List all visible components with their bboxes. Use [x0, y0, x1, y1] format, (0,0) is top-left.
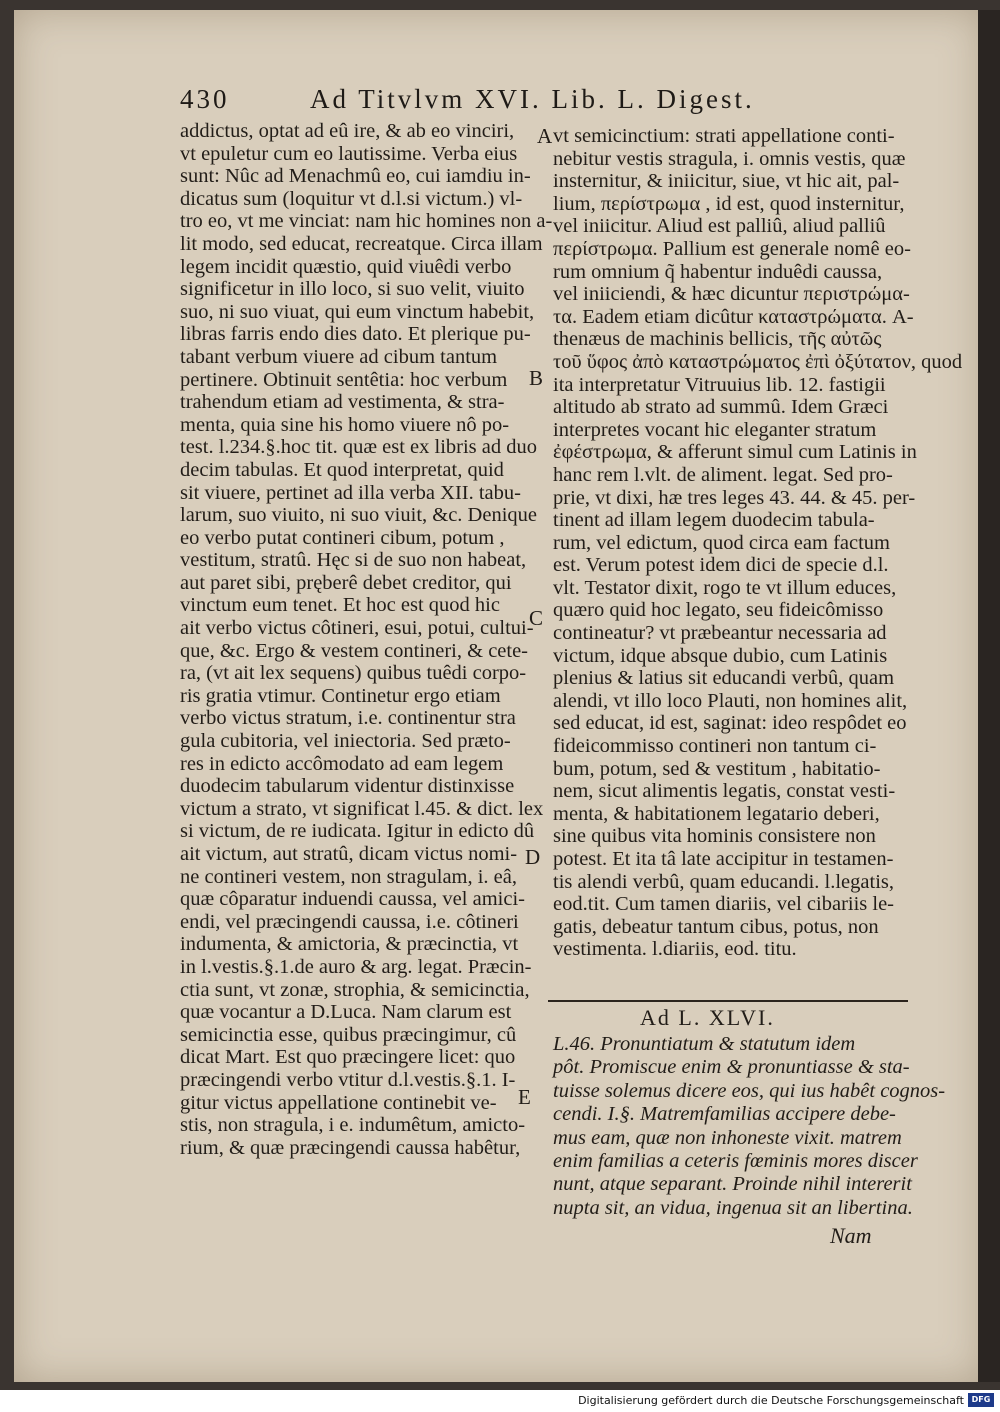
text-line: dicatus sum (loquitur vt d.l.si victum.) vl- — [180, 187, 523, 210]
text-line: hanc rem l.vlt. de aliment. legat. Sed pro- — [553, 463, 893, 486]
text-line: significetur in illo loco, si suo velit, viuito — [180, 278, 525, 301]
text-line: gitur victus appellatione continebit ve- — [180, 1091, 497, 1114]
text-line: insternitur, & iniicitur, siue, vt hic ait, pal- — [553, 170, 900, 193]
page-edge-shadow — [978, 10, 1000, 1382]
text-line: alendi, vt illo loco Plauti, non homines alit, — [553, 689, 908, 712]
text-line: interpretes vocant hic eleganter stratum — [553, 418, 877, 441]
text-line: τα. Eadem etiam dicûtur καταστρώματα. A- — [553, 305, 914, 328]
text-line: vel iniicitur. Aliud est palliû, aliud palliû — [553, 215, 886, 238]
text-line: est. Verum potest idem dici de specie d.l. — [553, 554, 889, 577]
text-line: altitudo ab strato ad summû. Idem Græci — [553, 396, 889, 419]
text-line: ris gratia vtimur. Continetur ergo etiam — [180, 684, 501, 707]
text-line: test. l.234.§.hoc tit. quæ est ex libris ad duo — [180, 436, 538, 459]
section-text — [553, 1033, 946, 1220]
text-line: vt semicinctium: strati appellatione conti- — [553, 125, 895, 147]
text-line: tinent ad illam legem duodecim tabula- — [553, 509, 875, 532]
text-line: legem incidit quæstio, quid viuêdi verbo — [180, 255, 512, 278]
text-line: cendi. I.§. Matremfamilias accipere debe- — [553, 1103, 896, 1126]
text-line: libras farris endo dies dato. Et plerique pu- — [180, 323, 531, 346]
margin-letter-b: B — [529, 366, 544, 390]
text-line: L.46. Pronuntiatum & statutum idem — [553, 1033, 856, 1055]
text-line: enim familias a ceteris fœminis mores discer — [553, 1149, 918, 1172]
text-line: vt epuletur cum eo lautissime. Verba eius — [180, 142, 518, 165]
text-line: pertinere. Obtinuit sentêtia: hoc verbum — [180, 368, 508, 391]
dfg-logo: DFG — [968, 1393, 994, 1407]
page-header — [180, 84, 940, 120]
text-line: sit viuere, pertinet ad illa verba XII. tabu- — [180, 481, 521, 504]
text-line: gatis, debeatur tantum cibus, potus, non — [553, 915, 879, 938]
text-line: vinctum eum tenet. Et hoc est quod hic — [180, 594, 500, 617]
text-line: περίστρωμα. Pallium est generale nomê eo- — [553, 237, 911, 260]
text-line: indumenta, & amictoria, & præcinctia, vt — [180, 933, 519, 956]
running-title: Ad Titvlvm XVI. Lib. L. Digest. — [310, 84, 755, 114]
text-line: thenæus de machinis bellicis, τῆς αὐτῶς — [553, 328, 882, 351]
text-line: que, &c. Ergo & vestem contineri, & cete- — [180, 639, 529, 662]
text-line: vel iniiciendi, & hæc dicuntur περιστρώμα- — [553, 283, 910, 306]
text-line: quæ vocantur a D.Luca. Nam clarum est — [180, 1001, 512, 1024]
text-line: duodecim tabularum videntur distinxisse — [180, 775, 515, 798]
page-number: 430 — [180, 84, 230, 114]
text-line: contineatur? vt præbeantur necessaria ad — [553, 622, 887, 645]
text-line: fideicommisso contineri non tantum ci- — [553, 735, 877, 758]
text-line: larum, suo viuito, ni suo viuit, &c. Denique — [180, 504, 538, 527]
text-line: pôt. Promiscue enim & pronuntiasse & sta- — [553, 1056, 910, 1079]
text-line: victum, idque absque dubio, cum Latinis — [553, 644, 888, 667]
footer-bar — [0, 1390, 1000, 1412]
text-line: vestimenta. l.diariis, eod. titu. — [553, 938, 797, 961]
text-line: potest. Et ita tâ late accipitur in testamen- — [553, 848, 894, 870]
text-line: addictus, optat ad eû ire, & ab eo vinciri, — [180, 120, 515, 142]
text-line: lium, περίστρωμα , id est, quod insternitur, — [553, 192, 905, 215]
text-line: eo verbo putat contineri cibum, potum , — [180, 526, 505, 549]
text-line: nunt, atque separant. Proinde nihil intererit — [553, 1173, 912, 1196]
text-line: bum, potum, sed & vestitum , habitatio- — [553, 757, 881, 780]
text-line: menta, quia sine his homo viuere nô po- — [180, 413, 510, 436]
text-line: tis alendi verbû, quam educandi. l.legatis, — [553, 870, 895, 893]
text-line: ἐφέστρωμα, & afferunt simul cum Latinis in — [553, 441, 917, 464]
text-line: aut paret sibi, pręberê debet creditor, qui — [180, 571, 512, 594]
catchword: Nam — [830, 1223, 872, 1248]
text-line: quæ côparatur induendi caussa, vel amici- — [180, 888, 525, 911]
text-line: endi, vel præcingendi caussa, i.e. côtineri — [180, 910, 519, 933]
margin-letter-e: E — [518, 1085, 531, 1109]
text-line: eod.tit. Cum tamen diariis, vel cibariis le- — [553, 893, 895, 916]
text-line: trahendum etiam ad vestimenta, & stra- — [180, 391, 505, 414]
section-divider — [548, 1000, 908, 1002]
text-line: ita interpretatur Vitruuius lib. 12. fastigii — [553, 373, 886, 396]
text-line: sunt: Nûc ad Menachmû eo, cui iamdiu in- — [180, 165, 531, 188]
text-line: τοῦ ὕφος ἀπὸ καταστρώματος ἐπὶ ὀξύτατον, quod — [553, 350, 963, 373]
text-line: mus eam, quæ non inhoneste vixit. matrem — [553, 1126, 902, 1149]
text-line: plenius & latius sit educandi verbû, quam — [553, 667, 895, 690]
text-line: ait verbo victus côtineri, esui, potui, cultui- — [180, 617, 534, 640]
text-line: ne contineri vestem, non stragulam, i. eâ, — [180, 865, 518, 888]
text-line: tuisse solemus dicere eos, qui ius habêt cognos- — [553, 1079, 946, 1102]
text-line: prie, vt dixi, hæ tres leges 43. 44. & 45. per- — [553, 486, 916, 509]
text-line: ra, (vt ait lex sequens) quibus tuêdi corpo- — [180, 662, 527, 685]
margin-letter-c: C — [529, 606, 544, 630]
text-line: decim tabulas. Et quod interpretat, quid — [180, 458, 504, 481]
text-line: tro eo, vt me vinciat: nam hic homines non a- — [180, 210, 553, 233]
text-line: ait victum, aut stratû, dicam victus nomi- — [180, 843, 518, 865]
margin-letter-d: D — [525, 845, 541, 869]
text-line: nupta sit, an vidua, ingenua sit an libertina. — [553, 1196, 913, 1219]
text-line: res in edicto accômodato ad eam legem — [180, 752, 504, 775]
text-line: rum omnium q̃ habentur induêdi caussa, — [553, 260, 883, 283]
text-line: semicinctia esse, quibus præcingimur, cû — [180, 1023, 517, 1046]
text-line: gula cubitoria, vel iniectoria. Sed præto- — [180, 730, 511, 753]
left-column — [180, 120, 553, 1159]
right-column — [553, 125, 963, 961]
text-line: lit modo, sed educat, recreatque. Circa illam — [180, 232, 543, 255]
text-line: nem, sicut alimentis legatis, constat vesti- — [553, 780, 896, 803]
text-line: vlt. Testator dixit, rogo te vt illum educes, — [553, 576, 897, 599]
text-line: suo, ni suo viuat, qui eum vinctum habebit, — [180, 300, 535, 323]
text-line: rium, & quæ præcingendi caussa habêtur, — [180, 1136, 521, 1159]
text-line: quæro quid hoc legato, seu fideicômisso — [553, 599, 884, 622]
text-line: verbo victus stratum, i.e. continentur stra — [180, 707, 516, 730]
text-line: menta, & habitationem legatario deberi, — [553, 802, 880, 825]
text-line: in l.vestis.§.1.de auro & arg. legat. Præcin- — [180, 955, 532, 978]
text-line: dicat Mart. Est quo præcingere licet: quo — [180, 1046, 516, 1069]
section-heading: Ad L. XLVI. — [640, 1005, 775, 1030]
text-line: sine quibus vita hominis consistere non — [553, 825, 876, 848]
text-line: ctia sunt, vt zonæ, strophia, & semicinctia, — [180, 978, 530, 1001]
funding-note: Digitalisierung gefördert durch die Deutsche Forschungsgemeinschaft — [578, 1394, 964, 1407]
text-line: vestitum, stratû. Hęc si de suo non habeat, — [180, 549, 527, 572]
text-line: si victum, de re iudicata. Igitur in edicto dû — [180, 820, 535, 843]
text-line: præcingendi verbo vtitur d.l.vestis.§.1. I- — [180, 1068, 516, 1091]
text-line: sed educat, id est, saginat: ideo respôdet eo — [553, 712, 907, 735]
text-line: tabant verbum viuere ad cibum tantum — [180, 345, 498, 368]
text-line: victum a strato, vt significat l.45. & dict. lex — [180, 797, 544, 820]
text-line: rum, vel edictum, quod circa eam factum — [553, 531, 890, 554]
margin-letter-a: A — [537, 124, 553, 148]
text-line: nebitur vestis stragula, i. omnis vestis, quæ — [553, 147, 906, 170]
text-line: stis, non stragula, i e. indumêtum, amicto- — [180, 1114, 526, 1137]
